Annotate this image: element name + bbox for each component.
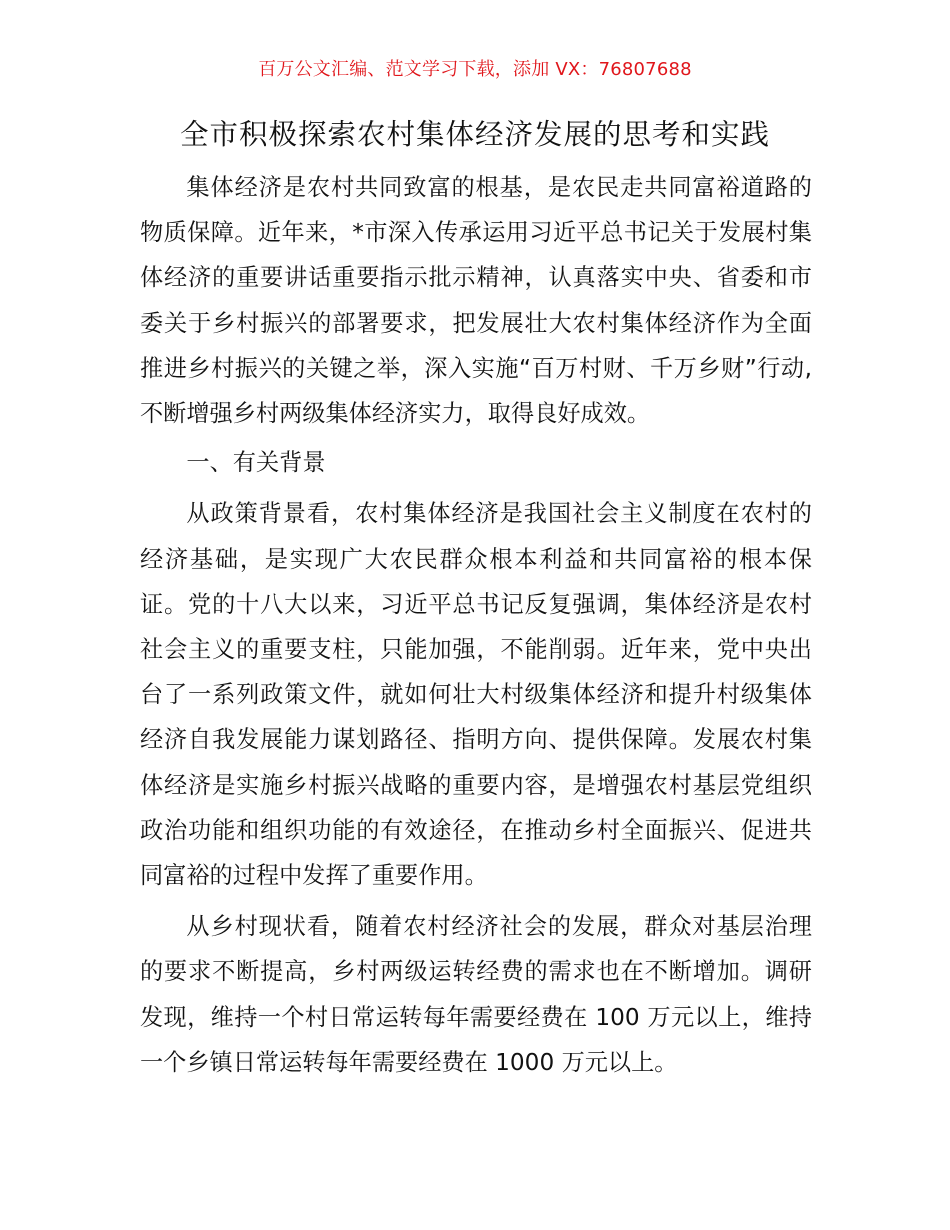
- section-heading: 一、有关背景: [186, 449, 326, 477]
- paragraph-rural-status: 从乡村现状看，随着农村经济社会的发展，群众对基层治理的要求不断提高，乡村两级运转经费的需求也在不断增加。调研发现，维持一个村日常运转每年需要经费在 100 万元以上，维持一个乡镇日常运转每年需要经费在 1000 万元以上。: [140, 913, 812, 1076]
- paragraph-policy-background: 从政策背景看，农村集体经济是我国社会主义制度在农村的经济基础，是实现广大农民群众根本利益和共同富裕的根本保证。党的十八大以来，习近平总书记反复强调，集体经济是农村社会主义的重要支柱，只能加强，不能削弱。近年来，党中央出台了一系列政策文件，就如何壮大村级集体经济和提升村级集体经济自我发展能力谋划路径、指明方向、提供保障。发展农村集体经济是实施乡村振兴战略的重要内容，是增强农村基层党组织政治功能和组织功能的有效途径，在推动乡村全面振兴、促进共同富裕的过程中发挥了重要作用。: [140, 500, 812, 890]
- document-title: 全市积极探索农村集体经济发展的思考和实践: [179, 118, 770, 151]
- document-body: [140, 165, 812, 1085]
- header-banner: 百万公文汇编、范文学习下载，添加 VX：76807688: [258, 59, 692, 80]
- intro-paragraph: 集体经济是农村共同致富的根基，是农民走共同富裕道路的物质保障。近年来，*市深入传承运用习近平总书记关于发展村集体经济的重要讲话重要指示批示精神，认真落实中央、省委和市委关于乡村振兴的部署要求，把发展壮大农村集体经济作为全面推进乡村振兴的关键之举，深入实施“百万村财、千万乡财”行动,不断增强乡村两级集体经济实力，取得良好成效。: [140, 174, 812, 428]
